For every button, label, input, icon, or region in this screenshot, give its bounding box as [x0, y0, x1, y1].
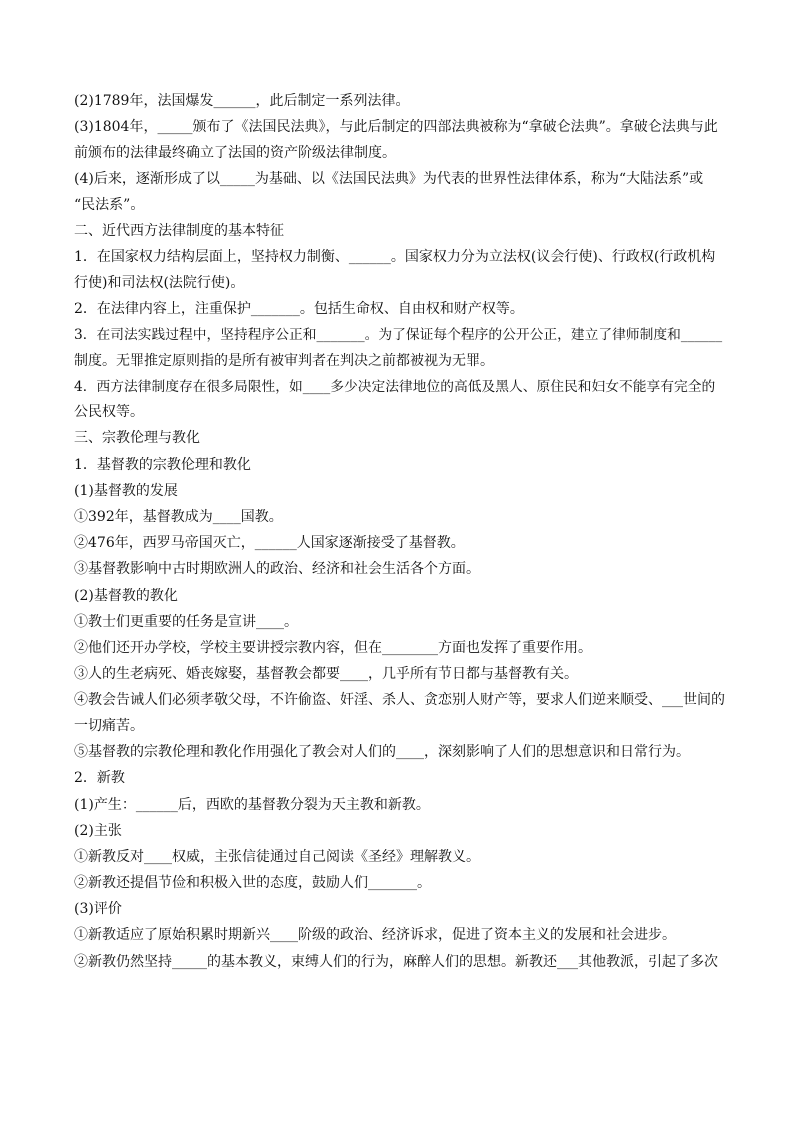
text-line-power-balance-cont: 行使)和司法权(法院行使)。 — [74, 274, 245, 291]
section-heading-legal-features: 二、近代西方法律制度的基本特征 — [74, 222, 284, 239]
list-item-life-events: ③人的生老病死、婚丧嫁娶，基督教会都要____，几乎所有节日都与基督教有关。 — [74, 666, 578, 683]
text-line-napoleon-code-cont: 前颁布的法律最终确立了法国的资产阶级法律制度。 — [74, 144, 396, 161]
list-item-392: ①392年，基督教成为____国教。 — [74, 509, 283, 526]
text-line-power-balance: 1．在国家权力结构层面上，坚持权力制衡、______。国家权力分为立法权(议会行使)、行政权(行政机构 — [74, 248, 716, 265]
text-line-continental-law-cont: “民法系”。 — [74, 196, 145, 213]
list-item-church-control: ⑤基督教的宗教伦理和教化作用强化了教会对人们的____，深刻影响了人们的思想意识和日常行为。 — [74, 744, 690, 761]
text-line-judicial-practice-cont: 制度。无罪推定原则指的是所有被审判者在判决之前都被视为无罪。 — [74, 352, 494, 369]
list-item-morals: ④教会告诫人们必须孝敬父母，不许偷盗、奸淫、杀人、贪恋别人财产等，要求人们逆来顺受、___世间的 — [74, 692, 725, 709]
section-heading-religion: 三、宗教伦理与教化 — [74, 430, 200, 447]
subheading-protestantism: 2．新教 — [74, 770, 125, 787]
list-item-thrift: ②新教还提倡节俭和积极入世的态度，鼓励人们_______。 — [74, 875, 431, 892]
text-line-napoleon-code: (3)1804年，_____颁布了《法国民法典》，与此后制定的四部法典被称为“拿破仑法典”。拿破仑法典与此 — [74, 119, 718, 136]
document-body — [74, 92, 726, 979]
list-item-positive: ①新教适应了原始积累时期新兴____阶级的政治、经济诉求，促进了资本主义的发展和社会进步。 — [74, 927, 676, 944]
list-item-influence: ③基督教影响中古时期欧洲人的政治、经济和社会生活各个方面。 — [74, 561, 480, 578]
list-item-morals-cont: 一切痛苦。 — [74, 717, 144, 734]
text-line-limitations: 4．西方法律制度存在很多局限性，如____多少决定法律地位的高低及黑人、原住民和妇女不能享有完全的 — [74, 378, 716, 395]
text-line-limitations-cont: 公民权等。 — [74, 404, 144, 421]
subheading-evaluation: (3)评价 — [74, 901, 122, 918]
subheading-christian-ethics: 1．基督教的宗教伦理和教化 — [74, 456, 251, 473]
list-item-oppose-authority: ①新教反对____权威，主张信徒通过自己阅读《圣经》理解教义。 — [74, 848, 480, 865]
list-item-negative: ②新教仍然坚持_____的基本教义，束缚人们的行为，麻醉人们的思想。新教还___其他教派，引起了多次 — [74, 953, 718, 970]
subheading-christian-education: (2)基督教的教化 — [74, 587, 178, 604]
text-line-french-revolution: (2)1789年，法国爆发______，此后制定一系列法律。 — [74, 93, 410, 109]
list-item-preaching: ①教士们更重要的任务是宣讲____。 — [74, 613, 298, 630]
text-line-origin: (1)产生：______后，西欧的基督教分裂为天主教和新教。 — [74, 796, 430, 813]
subheading-christian-development: (1)基督教的发展 — [74, 482, 178, 499]
text-line-legal-content: 2．在法律内容上，注重保护_______。包括生命权、自由权和财产权等。 — [74, 300, 524, 317]
subheading-doctrines: (2)主张 — [74, 822, 122, 839]
list-item-476: ②476年，西罗马帝国灭亡，______人国家逐渐接受了基督教。 — [74, 535, 465, 552]
text-line-judicial-practice: 3．在司法实践过程中，坚持程序公正和_______。为了保证每个程序的公开公正，建立了律师制度和______ — [74, 326, 723, 343]
list-item-schools: ②他们还开办学校，学校主要讲授宗教内容，但在________方面也发挥了重要作用。 — [74, 639, 592, 656]
text-line-continental-law: (4)后来，逐渐形成了以_____为基础、以《法国民法典》为代表的世界性法律体系，称为“大陆法系”或 — [74, 170, 704, 187]
